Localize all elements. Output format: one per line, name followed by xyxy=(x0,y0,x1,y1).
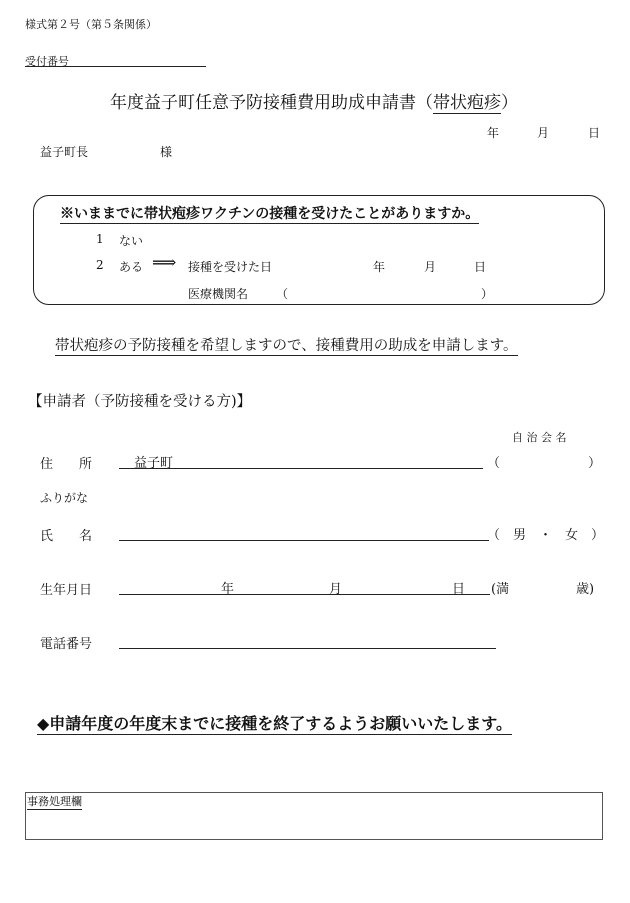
office-use-box xyxy=(25,792,603,840)
vaccination-history-question: ※いままでに帯状疱疹ワクチンの接種を受けたことがありますか。 xyxy=(60,203,479,224)
application-statement: 帯状疱疹の予防接種を希望しますので、接種費用の助成を申請します。 xyxy=(55,334,518,356)
option-1-label[interactable]: ない xyxy=(119,234,144,248)
option-2-number: 2 xyxy=(96,258,104,272)
receipt-number-label: 受付番号 xyxy=(25,55,69,68)
vaccination-date-label: 接種を受けた日 xyxy=(188,260,273,274)
association-paren-open: （ xyxy=(487,456,501,471)
facility-label: 医療機関名 xyxy=(188,287,249,301)
option-1-number: 1 xyxy=(96,232,104,246)
title-highlight: 帯状疱疹 xyxy=(433,93,501,113)
neighborhood-association-field[interactable] xyxy=(505,450,585,470)
phone-field[interactable] xyxy=(119,648,496,649)
association-paren-close: ） xyxy=(588,456,602,471)
age-prefix-label: (満 xyxy=(491,582,510,597)
name-field[interactable] xyxy=(119,540,489,541)
applicant-heading: 【申請者（予防接種を受ける方)】 xyxy=(28,394,252,410)
address-value: 益子町 xyxy=(134,456,174,471)
birthdate-field[interactable] xyxy=(119,594,490,595)
date-year-label: 年 xyxy=(487,126,500,140)
title-main: 年度益子町任意予防接種費用助成申請書（ xyxy=(110,93,433,113)
address-field[interactable] xyxy=(119,468,483,469)
birthdate-label: 生年月日 xyxy=(40,583,93,598)
age-suffix-label: 歳) xyxy=(576,582,595,597)
facility-paren-open: （ xyxy=(276,287,289,301)
form-title xyxy=(110,88,518,113)
vaccination-year-label: 年 xyxy=(373,260,386,274)
option-2-label[interactable]: ある xyxy=(119,260,144,274)
phone-label: 電話番号 xyxy=(40,637,93,652)
furigana-label: ふりがな xyxy=(40,491,89,505)
vaccination-month-label: 月 xyxy=(424,260,437,274)
gender-selector[interactable]: （ 男 ・ 女 ） xyxy=(487,528,605,543)
receipt-number-field[interactable] xyxy=(25,66,206,67)
vaccination-day-label: 日 xyxy=(474,260,487,274)
date-month-label: 月 xyxy=(537,126,550,140)
addressee-name: 益子町長 xyxy=(40,145,89,159)
form-number: 様式第２号（第５条関係） xyxy=(25,18,157,31)
neighborhood-association-label: 自 治 会 名 xyxy=(512,431,567,444)
title-close: ） xyxy=(501,93,518,113)
facility-paren-close: ） xyxy=(481,287,494,301)
age-field[interactable] xyxy=(518,576,574,596)
furigana-field[interactable] xyxy=(119,486,483,506)
office-use-label: 事務処理欄 xyxy=(27,795,82,808)
birth-day-label: 日 xyxy=(452,582,466,597)
birth-month-label: 月 xyxy=(329,582,343,597)
name-label: 氏 名 xyxy=(40,529,93,544)
birth-year-label: 年 xyxy=(221,582,235,597)
address-label: 住 所 xyxy=(40,457,93,472)
deadline-notice: ◆申請年度の年度末までに接種を終了するようお願いいたします。 xyxy=(37,711,512,735)
date-day-label: 日 xyxy=(588,126,601,140)
addressee-honorific: 様 xyxy=(160,145,173,159)
arrow-icon: ⟹ xyxy=(152,253,177,273)
facility-name-field[interactable] xyxy=(296,283,476,301)
